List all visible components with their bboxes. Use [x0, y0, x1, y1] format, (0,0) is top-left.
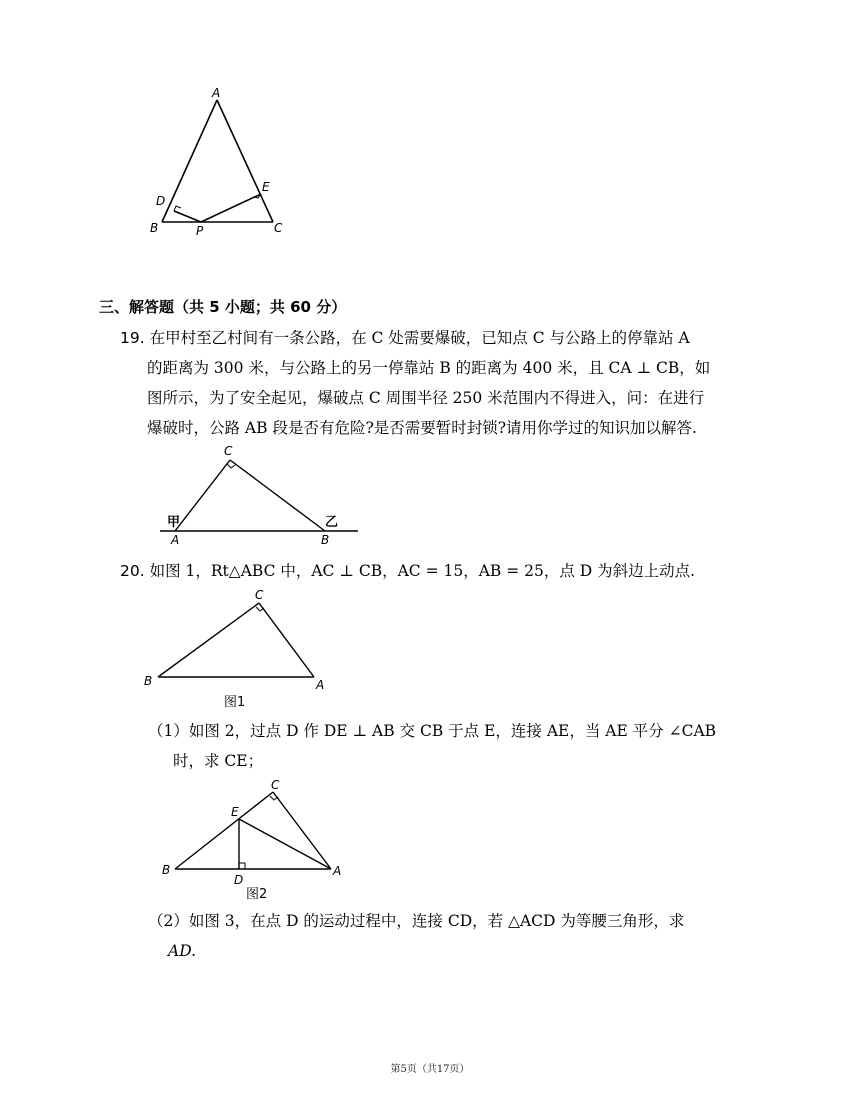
figure-road-triangle: [150, 440, 370, 550]
label-e: E: [231, 805, 239, 819]
right-angle-d: [174, 206, 181, 211]
label-c: C: [224, 444, 233, 458]
label-yi: 乙: [325, 515, 339, 530]
label-d: D: [156, 194, 166, 208]
label-d: D: [234, 873, 244, 887]
caption-fig1: 图1: [224, 695, 246, 710]
figure-2: [155, 774, 355, 904]
q20-part1-line1: （1）如图 2，过点 D 作 DE ⊥ AB 交 CB 于点 E，连接 AE，当 AE 平分 ∠CAB: [148, 722, 717, 740]
q19-number: 19.: [120, 329, 145, 347]
q19-text: [120, 323, 770, 443]
segment-pd: [174, 211, 201, 222]
label-b: B: [162, 863, 171, 877]
side-ca: [259, 603, 314, 677]
segment-pe: [201, 194, 261, 222]
section-heading: 三、解答题（共 5 小题；共 60 分）: [99, 298, 347, 316]
caption-fig2: 图2: [246, 887, 268, 902]
label-c: C: [274, 221, 283, 235]
figure-triangle-abc-p: [140, 80, 300, 240]
right-angle-c: [227, 464, 235, 468]
right-angle-d: [239, 863, 245, 869]
label-jia: 甲: [167, 515, 181, 530]
q20-part1-line2: 时，求 CE；: [173, 752, 264, 770]
label-b: B: [150, 221, 159, 235]
figure-1: [140, 585, 340, 715]
q19-line3: 图所示，为了安全起见，爆破点 C 周围半径 250 米范围内不得进入，问：在进行: [147, 389, 705, 407]
label-a: A: [212, 86, 221, 100]
label-b: B: [321, 533, 330, 547]
q19-line1-text: 在甲村至乙村间有一条公路，在 C 处需要爆破，已知点 C 与公路上的停靠站 A: [149, 329, 690, 347]
label-a: A: [171, 533, 180, 547]
segment-cb: [230, 460, 325, 531]
q19-line1: [120, 323, 770, 353]
q20-part2-line1: （2）如图 3，在点 D 的运动过程中，连接 CD，若 △ACD 为等腰三角形，求: [148, 912, 685, 930]
side-bc: [158, 603, 259, 677]
label-p: P: [196, 224, 204, 238]
side-ca: [273, 792, 331, 869]
label-e: E: [262, 180, 270, 194]
page-footer: 第5页（共17页）: [390, 1064, 470, 1075]
segment-ac: [175, 460, 230, 531]
q20-number: 20.: [120, 562, 145, 580]
q20-part2-line2: AD.: [168, 942, 196, 960]
q19-line2: 的距离为 300 米，与公路上的另一停靠站 B 的距离为 400 米，且 CA ⊥ CB，如: [147, 359, 711, 377]
label-c: C: [255, 588, 264, 602]
q20-part2: [148, 906, 768, 966]
label-c: C: [271, 778, 280, 792]
q20-part1: [148, 716, 768, 776]
label-a: A: [333, 864, 342, 878]
side-ac: [217, 100, 273, 222]
q20-intro: [120, 556, 780, 586]
side-ab: [162, 100, 217, 222]
label-b: B: [144, 674, 153, 688]
side-bc: [175, 792, 273, 869]
q20-intro-text: 如图 1，Rt△ABC 中，AC ⊥ CB，AC = 15，AB = 25，点 D 为斜边上动点.: [149, 562, 696, 580]
segment-ea: [239, 819, 331, 869]
q19-line4: 爆破时，公路 AB 段是否有危险?是否需要暂时封锁?请用你学过的知识加以解答.: [147, 419, 697, 437]
label-a: A: [316, 678, 325, 692]
